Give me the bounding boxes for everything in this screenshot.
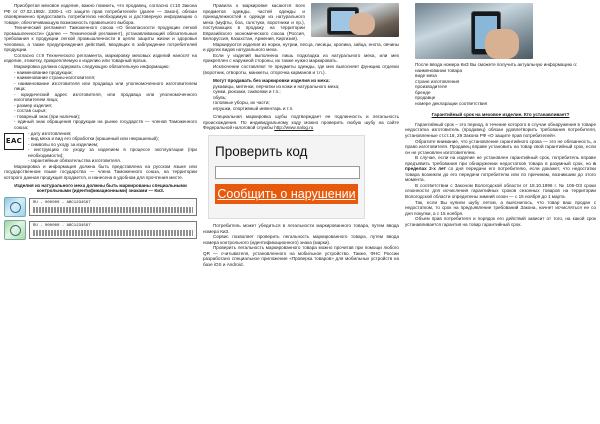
code-input[interactable] [215,166,360,179]
paragraph: Потребитель может убедиться в легальности маркированного товара, путем ввода номера КиЗ. [203,223,399,234]
column-right [405,3,596,227]
info-list [405,68,596,107]
paragraph: Маркировка и информация должна быть представлена на русском языке или государственном языке государства — члена Таможенного союза, на территории которого данная продукция продается, и нанесена в удобном для прочтения месте. [4,163,197,180]
kiz-label [4,220,197,240]
paragraph: В случае, если на изделие не установлен гарантийный срок, потребитель вправе предъявить требования при обнаружении недостатков товара в разумный срок, но в пределах 2-х лет со дня передачи его потребителю, если докажет, что недостатки товара возникли до его передачи потребителю или по причинам, возникшим до этого момента. [405,155,596,183]
kiz-tag-icon [4,197,26,217]
paragraph: Так, если Вы купили шубу летом, а выяснилось, что товар ваш продан с недостатком, то срок на предъявление требований Закона, начнет исчисляться не со дня покупки, а с 15 ноября. [405,199,596,216]
list-item: - инструкцию по уходу за изделием в процессе эксплуатации (при необходимости); [28,147,197,158]
eac-block [4,131,197,164]
kiz-labels [4,197,197,240]
list-item: - символы по уходу за изделием; [28,141,99,147]
list-item: стране изготовления [415,78,460,84]
barcode-icon [33,207,193,213]
list-item: - вид меха и вид его обработки (крашеный или некрашеный); [28,136,159,142]
eac-items [28,131,197,164]
section-heading: Изделия из натурального меха должны быть маркированы специальными контрольными (идентификационными) знаками — КиЗ. [14,182,187,194]
paragraph: Правила о маркировке касаются всех предметов одежды, частей одежды и принадлежностей к одежде из натурального меха (муфты, боа, галстуки, воротники и пр.), поступающих в продажу на территории Евразийского экономического союза (Россия, Белоруссия, Казахстан, Армения, Киргизия). [203,3,305,42]
list-item: - наименование изготовителя или продавца или уполномоченного изготовителем лица; [14,80,197,92]
paragraph: Маркируются изделия из норки, нутрии, песца, лисицы, кролика, зайца, енота, овчины и других видов натурального меха. [203,41,399,53]
warranty-heading: Гарантийный срок на меховое изделие. Кто устанавливает? [431,112,570,118]
list-item: - дату изготовления; [28,130,72,136]
list-item: продавце [415,95,436,101]
list-item: рукавицы, митенки, перчатки из кожи и натурального меха; [213,83,340,89]
phone-scan-photo-icon [415,3,533,59]
paragraph: Гарантийный срок – это период, в течение которого в случае обнаружения в товаре недостатка изготовитель (продавец) обязан удовлетворить требования потребителя, установленные ст.ст.18, 29 Закона РФ «О защите прав потребителей». [405,121,596,139]
list-item: наименовании товара [415,67,463,73]
list-item: - наименование страны-изготовителя; [14,75,96,81]
list-item: - наименование продукции; [14,69,73,75]
paragraph: После ввода номера КиЗ Вы сможете получить актуальную информацию о: [415,62,578,67]
paragraph: Обратите внимание, что установление гарантийного срока — это не обязанность, а право изготовителя. Продавец вправе установить на товар свой гарантийный срок, если он не установлен изготовителем. [405,138,596,155]
list-item: виде меха [415,73,437,79]
list-item: номере декларации соответствия [415,100,488,106]
bold-phrase: в пределах 2-х лет [405,160,596,172]
paragraph: Приобретая меховое изделие, важно помнить, что продавец, согласно ст.10 Закона РФ от 07.02.1992г. 2300-1 «О защите прав потребителей» (далее — Закон), обязан своевременно предоставить потребителю необходимую и достоверную информацию о товаре, обеспечивающую возможность правильного выбора. [4,3,197,25]
kiz-tag-icon [4,220,26,240]
column-left [4,3,197,243]
paragraph: В соответствии с Законом Вологодской области от 18.10.1996 г. № 106-ОЗ сроки сезонности для исчисления гарантийных сроков сезонных товаров на территории Вологодской области определены зимний сезон — с 15 ноября до 1 марта. [405,182,596,200]
list-item: сумки, рюкзаки, саквояжи и т.п.; [213,89,281,95]
paragraph: Маркировка должна содержать следующую обязательную информацию: [14,64,170,70]
intro-block [203,3,399,42]
paragraph: Исключение составляют те предметы одежды, где мех выполняет функцию отделки (воротник, отвороты, манжеты, оторочка карманов и т.п.). [203,64,399,75]
list-item: игрушки, спортивный инвентарь и т.п. [213,105,294,111]
list-item: - размер изделия; [14,102,53,108]
paragraph [203,114,399,131]
section-heading: Могут продавать без маркировки изделия из меха: [213,78,330,84]
column-middle [203,3,399,267]
paragraph: Сервис позволяет проверить легальность маркированного товара, путем ввода номера контрольного (идентификационного) знака (марки). [203,234,399,245]
report-violation-button[interactable]: Сообщить о нарушении [215,184,358,204]
legality-text: Специальная маркировка шубы подтверждает ее подлинность и легальность происхождения. По индивидуальному коду можно проверить любую шубу на сайте Федеральной налоговой службы [203,114,399,131]
kiz-label [4,197,197,217]
paragraph: Проверить легальность маркированного товара можно прочитав при помощи любого QR — считывателя, установленного на мобильное устройство. Также, ФНС России разработано специальное приложение «Проверка товаров» для мобильных устройств на базе iOS и Android. [203,245,399,267]
list-item: бренде [415,89,431,95]
list-item: головные уборы, их части; [213,100,270,106]
paragraph: Технический регламент Таможенного союза «О безопасности продукции легкой промышленности» (далее — Технический регламент), устанавливающий обязательные требования к продукции легкой промышленности в целях защиты жизни и здоровья человека, а также предупреждения действий, вводящих в заблуждение потребителей продукции. [4,25,197,53]
list-item: - товарный знак (при наличии); [14,113,81,119]
list-item: - юридический адрес изготовителя, или продавца или уполномоченного изготовителем лица; [14,91,197,103]
hand-icon [349,13,375,35]
list-item: производителе [415,84,448,90]
kiz-code: RU - 000000 - ABC1234567 [33,223,91,228]
verify-title: Проверить код [215,144,308,160]
eac-mark-icon: EAC [4,133,24,150]
verify-widget [208,135,365,219]
kiz-strip [29,198,197,216]
nalog-link[interactable]: http://www.nalog.ru [274,125,314,131]
kiz-code: RU - 000000 - ABC1234567 [33,200,91,205]
paragraph: Объем прав потребителя и порядок его действий зависит от того, на какой срок устанавливается гарантия на товар гарантийный срок. [405,216,596,227]
list-item: обувь; [213,94,227,100]
paragraph: Если у изделий выполнена лишь подкладка из натурального меха, или мех прикреплен с наружной стороны, их также нужно маркировать. [203,52,399,64]
list-item: - состав сырья; [14,108,47,114]
barcode-icon [33,230,193,236]
kiz-strip [29,221,197,239]
list-item: - гарантийные обязательства изготовителя. [28,158,121,164]
paragraph: Согласно ст.9 Технического регламента, маркировку меховых изделий наносят на изделие, этикетку, прикрепляемую к изделию или товарный ярлык. [4,52,197,64]
list-item: - единый знак обращения продукции на рынке государств — членов Таможенного союза; [14,119,197,131]
